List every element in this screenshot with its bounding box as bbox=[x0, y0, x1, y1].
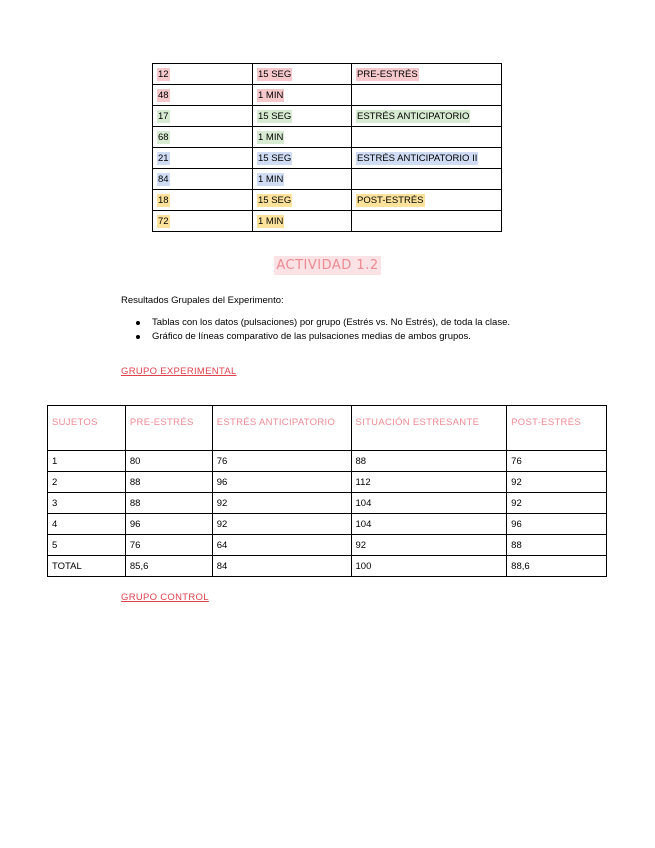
table-row bbox=[48, 514, 607, 535]
table-row bbox=[153, 64, 502, 85]
table-cell: 1 bbox=[48, 451, 126, 472]
table-cell: 92 bbox=[212, 514, 351, 535]
pulse-cell: 18 bbox=[153, 190, 253, 211]
table-cell: 96 bbox=[125, 514, 212, 535]
pulse-cell: 21 bbox=[153, 148, 253, 169]
table-row bbox=[153, 169, 502, 190]
experimental-data-table bbox=[47, 405, 607, 577]
time-cell: 15 SEG bbox=[253, 64, 352, 85]
table-cell: 76 bbox=[212, 451, 351, 472]
phase-cell bbox=[352, 127, 502, 148]
table-cell: 80 bbox=[125, 451, 212, 472]
phase-cell: ESTRÉS ANTICIPATORIO bbox=[352, 106, 502, 127]
phase-cell: ESTRÉS ANTICIPATORIO II bbox=[352, 148, 502, 169]
table-header-row bbox=[48, 406, 607, 451]
table-cell: 92 bbox=[507, 493, 607, 514]
table-cell: 2 bbox=[48, 472, 126, 493]
pulse-cell: 84 bbox=[153, 169, 253, 190]
table-cell: 4 bbox=[48, 514, 126, 535]
phase-cell bbox=[352, 169, 502, 190]
table-cell: 64 bbox=[212, 535, 351, 556]
group-control-link[interactable]: GRUPO CONTROL bbox=[121, 592, 209, 603]
table-cell: TOTAL bbox=[48, 556, 126, 577]
table-cell: 88,6 bbox=[507, 556, 607, 577]
column-header: SUJETOS bbox=[48, 406, 126, 451]
time-cell: 15 SEG bbox=[253, 106, 352, 127]
table-cell: 92 bbox=[507, 472, 607, 493]
table-row bbox=[153, 127, 502, 148]
table-cell: 76 bbox=[507, 451, 607, 472]
table-cell: 92 bbox=[351, 535, 507, 556]
time-cell: 1 MIN bbox=[253, 127, 352, 148]
table-row bbox=[48, 472, 607, 493]
table-row bbox=[48, 535, 607, 556]
table-row bbox=[153, 148, 502, 169]
table-cell: 3 bbox=[48, 493, 126, 514]
table-cell: 112 bbox=[351, 472, 507, 493]
column-header: POST-ESTRÉS bbox=[507, 406, 607, 451]
bullet-icon bbox=[136, 335, 140, 339]
table-row-total bbox=[48, 556, 607, 577]
table-cell: 5 bbox=[48, 535, 126, 556]
list-item: Tablas con los datos (pulsaciones) por grupo (Estrés vs. No Estrés), de toda la clase. bbox=[136, 316, 510, 330]
table-cell: 92 bbox=[212, 493, 351, 514]
pulse-cell: 12 bbox=[153, 64, 253, 85]
table-cell: 88 bbox=[125, 493, 212, 514]
table-cell: 96 bbox=[507, 514, 607, 535]
table-row bbox=[153, 211, 502, 232]
table-row bbox=[48, 451, 607, 472]
table-row bbox=[153, 85, 502, 106]
table-cell: 104 bbox=[351, 493, 507, 514]
bullet-list bbox=[136, 316, 510, 344]
column-header: ESTRÉS ANTICIPATORIO bbox=[212, 406, 351, 451]
table-cell: 76 bbox=[125, 535, 212, 556]
time-cell: 1 MIN bbox=[253, 211, 352, 232]
table-row bbox=[153, 190, 502, 211]
table-cell: 100 bbox=[351, 556, 507, 577]
table-cell: 88 bbox=[507, 535, 607, 556]
table-row bbox=[153, 106, 502, 127]
activity-heading: ACTIVIDAD 1.2 bbox=[276, 258, 379, 273]
phase-cell: POST-ESTRÉS bbox=[352, 190, 502, 211]
time-cell: 1 MIN bbox=[253, 85, 352, 106]
time-cell: 1 MIN bbox=[253, 169, 352, 190]
pulse-cell: 68 bbox=[153, 127, 253, 148]
pulse-cell: 17 bbox=[153, 106, 253, 127]
column-header: PRE-ESTRÉS bbox=[125, 406, 212, 451]
table-cell: 96 bbox=[212, 472, 351, 493]
phase-cell bbox=[352, 211, 502, 232]
pulse-cell: 72 bbox=[153, 211, 253, 232]
table-cell: 88 bbox=[125, 472, 212, 493]
column-header: SITUACIÓN ESTRESANTE bbox=[351, 406, 507, 451]
phase-cell bbox=[352, 85, 502, 106]
table-cell: 85,6 bbox=[125, 556, 212, 577]
time-cell: 15 SEG bbox=[253, 148, 352, 169]
list-item: Gráfico de líneas comparativo de las pulsaciones medias de ambos grupos. bbox=[136, 330, 510, 344]
intro-text: Resultados Grupales del Experimento: bbox=[121, 295, 284, 306]
table-row bbox=[48, 493, 607, 514]
pulse-cell: 48 bbox=[153, 85, 253, 106]
group-experimental-link[interactable]: GRUPO EXPERIMENTAL bbox=[121, 366, 237, 377]
table-cell: 104 bbox=[351, 514, 507, 535]
bullet-icon bbox=[136, 321, 140, 325]
phase-cell: PRE-ESTRÉS bbox=[352, 64, 502, 85]
pulse-time-table bbox=[152, 63, 502, 232]
table-cell: 84 bbox=[212, 556, 351, 577]
time-cell: 15 SEG bbox=[253, 190, 352, 211]
table-cell: 88 bbox=[351, 451, 507, 472]
